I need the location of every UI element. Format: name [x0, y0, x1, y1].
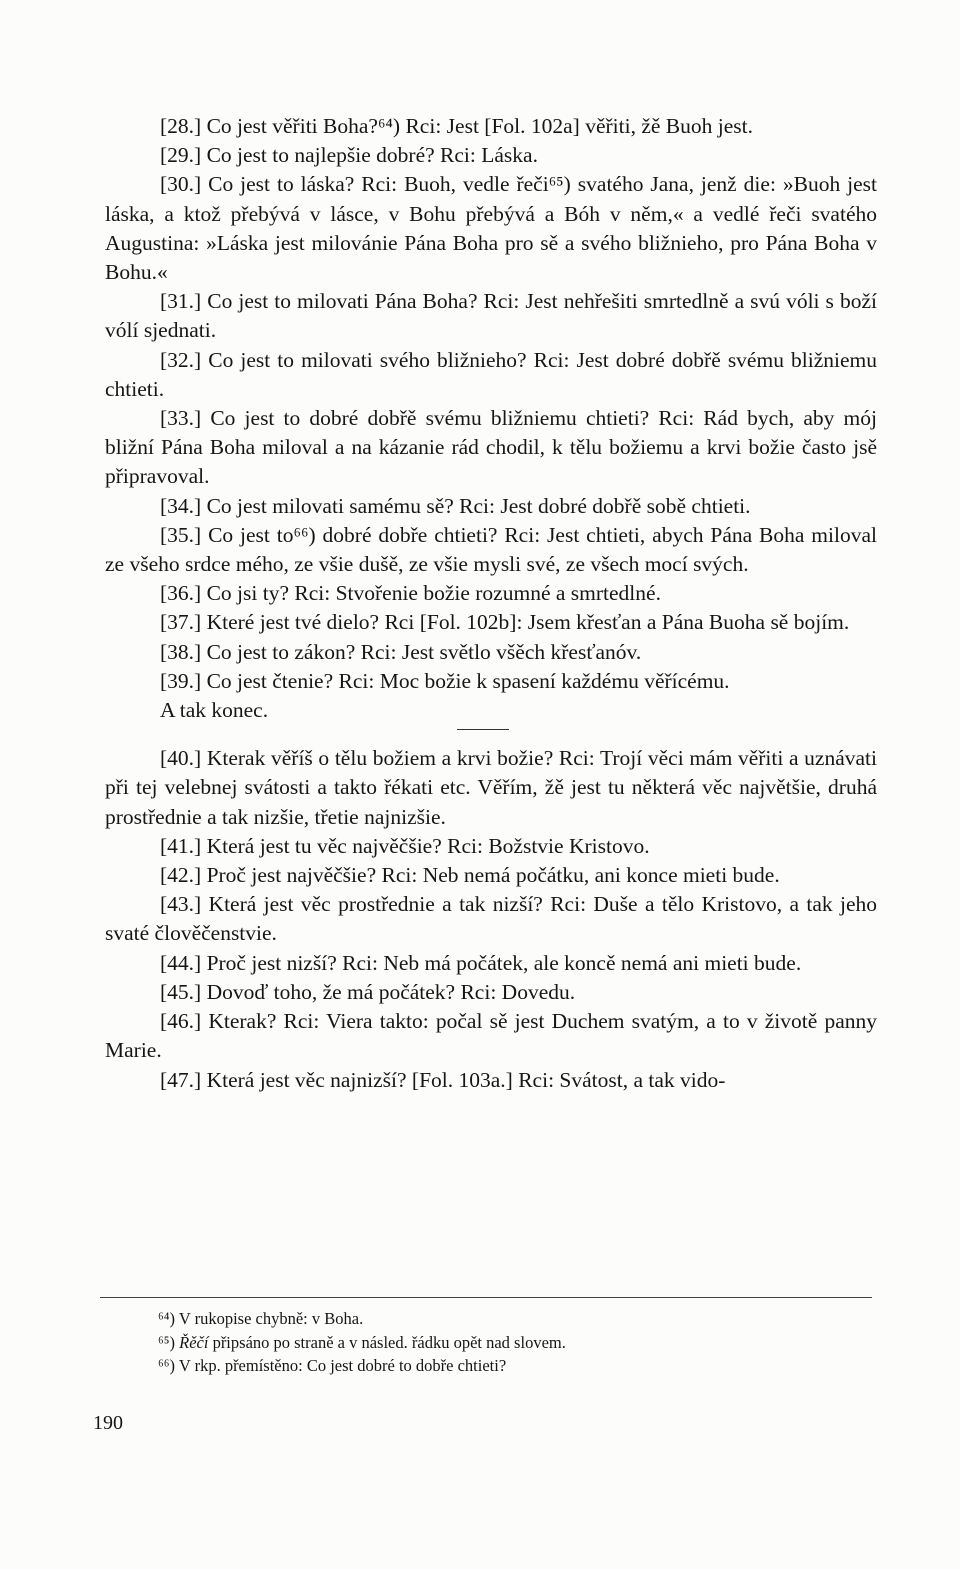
paragraph-39: [39.] Co jest čtenie? Rci: Moc božie k spasení každému věřícému. — [160, 668, 730, 693]
footnote-rule — [100, 1297, 872, 1298]
paragraph-41: [41.] Která jest tu věc najvěčšie? Rci: Božstvie Kristovo. — [160, 833, 650, 858]
footnote-65-text: připsáno po straně a v násled. řádku opět nad slovem. — [212, 1332, 566, 1352]
footnote-65 — [158, 1331, 872, 1355]
footnotes — [158, 1307, 872, 1378]
section-divider — [457, 729, 509, 730]
paragraph-45: [45.] Dovoď toho, že má počátek? Rci: Dovedu. — [160, 979, 576, 1004]
paragraph-47: [47.] Která jest věc najnizší? [Fol. 103a.] Rci: Svátost, a tak vido- — [160, 1067, 726, 1092]
footnote-64: ⁶⁴) V rukopise chybně: v Boha. — [158, 1309, 364, 1328]
page-number: 190 — [93, 1412, 123, 1434]
footnote-65-italic-word: Řěčí — [179, 1332, 209, 1352]
closing-line: A tak konec. — [160, 698, 269, 723]
paragraph-35: [35.] Co jest to⁶⁶) dobré dobře chtieti? Rci: Jest chtieti, abych Pána Boha miloval ze všeho srdce mého, ze všie dušě, ze všie mysli své, ze všech mocí svých. — [105, 522, 877, 577]
paragraph-46: [46.] Kterak? Rci: Viera takto: počal sě jest Duchem svatým, a to v životě panny Marie. — [105, 1009, 877, 1063]
paragraph-29: [29.] Co jest to najlepšie dobré? Rci: Láska. — [160, 143, 538, 168]
paragraph-36: [36.] Co jsi ty? Rci: Stvořenie božie rozumné a smrtedlné. — [160, 581, 661, 606]
footnote-66: ⁶⁶) V rkp. přemístěno: Co jest dobré to dobře chtieti? — [158, 1356, 507, 1375]
paragraph-33: [33.] Co jest to dobré dobřě svému bližniemu chtieti? Rci: Rád bych, aby mój bližní Pána Boha miloval a na kázanie rád chodil, k tělu božiemu a krvi božie často jsě připravoval. — [105, 406, 877, 489]
paragraph-43: [43.] Která jest věc prostřednie a tak nizší? Rci: Duše a tělo Kristovo, a tak jeho svaté člověčenstvie. — [105, 892, 877, 946]
paragraph-37: [37.] Které jest tvé dielo? Rci [Fol. 102b]: Jsem křesťan a Pána Buoha sě bojím. — [160, 610, 850, 635]
paragraph-42: [42.] Proč jest najvěčšie? Rci: Neb nemá počátku, ani konce mieti bude. — [160, 863, 780, 888]
paragraph-28: [28.] Co jest věřiti Boha?⁶⁴) Rci: Jest [Fol. 102a] věřiti, žě Buoh jest. — [160, 114, 753, 138]
body-text — [105, 112, 877, 1095]
paragraph-30: [30.] Co jest to láska? Rci: Buoh, vedle řeči⁶⁵) svatého Jana, jenž die: »Buoh jest láska, a ktož přebývá v lásce, v Bohu přebývá a Bóh v něm,« a vedlé řeči svatého Augustina: »Láska jest milovánie Pána Boha pro sě a svého bližnieho, pro Pána Boha v Bohu.« — [105, 172, 877, 285]
paragraph-38: [38.] Co jest to zákon? Rci: Jest světlo všěch křesťanóv. — [160, 639, 642, 664]
paragraph-32: [32.] Co jest to milovati svého bližnieho? Rci: Jest dobré dobřě svému bližniemu chtieti. — [105, 347, 877, 401]
footnote-65-marker: ⁶⁵) — [158, 1332, 175, 1352]
paragraph-40: [40.] Kterak věříš o tělu božiem a krvi božie? Rci: Trojí věci mám věřiti a uznávati při tej velebnej svátosti a takto řékati etc. Věřím, žě jest tu některá věc najvětšie, druhá prostřednie a tak nizšie, třetie najnizšie. — [105, 746, 877, 829]
page-content — [105, 112, 877, 1095]
paragraph-44: [44.] Proč jest nizší? Rci: Neb má počátek, ale koncě nemá ani mieti bude. — [160, 950, 802, 975]
paragraph-31: [31.] Co jest to milovati Pána Boha? Rci: Jest nehřešiti smrtedlně a svú vóli s boží vólí sjednati. — [105, 289, 877, 343]
paragraph-34: [34.] Co jest milovati samému sě? Rci: Jest dobré dobřě sobě chtieti. — [160, 493, 751, 518]
